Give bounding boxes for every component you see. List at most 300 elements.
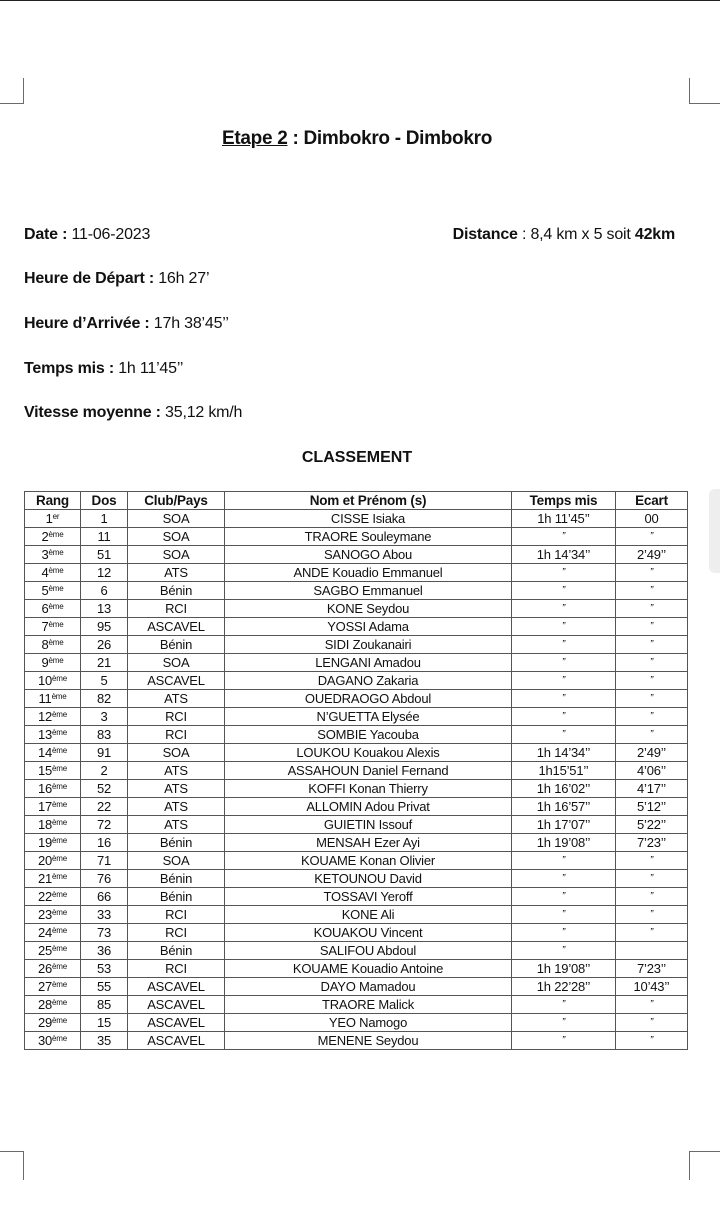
name-cell: DAYO Mamadou [225,978,512,996]
rank-suffix: ème [52,943,68,953]
name-cell: KONE Seydou [225,600,512,618]
time-cell: ” [512,708,616,726]
table-row [25,762,688,780]
club-cell: ATS [128,780,225,798]
bib-cell: 15 [81,1014,128,1032]
rank-number: 12 [37,708,53,724]
gap-cell: 4’06’’ [616,762,688,780]
name-cell: SAGBO Emmanuel [225,582,512,600]
scrollbar-thumb[interactable] [709,489,720,573]
time-cell: ” [512,1032,616,1050]
table-row [25,654,688,672]
arrival-line [24,315,229,333]
time-cell: ” [512,690,616,708]
time-cell: ” [512,618,616,636]
rank-cell [25,780,81,798]
name-cell: LENGANI Amadou [225,654,512,672]
bib-cell: 3 [81,708,128,726]
club-cell: Bénin [128,942,225,960]
header-gap: Ecart [616,492,688,510]
rank-suffix: ème [52,1015,68,1025]
bib-cell: 35 [81,1032,128,1050]
rank-number: 20 [37,852,53,868]
time-cell: 1h 14’34’’ [512,744,616,762]
header-bib: Dos [81,492,128,510]
arrival-value: 17h 38’45’’ [149,315,229,332]
rank-number: 7 [41,618,49,634]
rank-cell [25,942,81,960]
bib-cell: 66 [81,888,128,906]
rank-suffix: ème [48,619,64,629]
time-cell: 1h15’51’’ [512,762,616,780]
club-cell: Bénin [128,870,225,888]
club-cell: SOA [128,546,225,564]
gap-cell: 2’49’’ [616,546,688,564]
bib-cell: 36 [81,942,128,960]
club-cell: SOA [128,528,225,546]
name-cell: TRAORE Malick [225,996,512,1014]
rank-number: 22 [37,888,53,904]
bib-cell: 85 [81,996,128,1014]
gap-cell: 00 [616,510,688,528]
name-cell: KONE Ali [225,906,512,924]
table-row [25,960,688,978]
rank-number: 18 [37,816,53,832]
rank-suffix: ème [52,907,68,917]
bib-cell: 26 [81,636,128,654]
bib-cell: 73 [81,924,128,942]
bib-cell: 82 [81,690,128,708]
name-cell: LOUKOU Kouakou Alexis [225,744,512,762]
name-cell: ALLOMIN Adou Privat [225,798,512,816]
club-cell: ASCAVEL [128,978,225,996]
gap-cell: 4’17’’ [616,780,688,798]
table-row [25,798,688,816]
name-cell: CISSE Isiaka [225,510,512,528]
page-title [0,128,714,150]
rank-suffix: ème [52,853,68,863]
rank-number: 6 [41,600,49,616]
table-row [25,888,688,906]
rank-cell [25,654,81,672]
bib-cell: 11 [81,528,128,546]
time-cell: ” [512,564,616,582]
rank-suffix: ème [52,709,68,719]
rank-cell [25,618,81,636]
rank-number: 9 [41,654,49,670]
name-cell: SOMBIE Yacouba [225,726,512,744]
gap-cell: 5’12’’ [616,798,688,816]
rank-cell [25,762,81,780]
rank-suffix: ème [48,655,64,665]
rank-number: 26 [37,960,53,976]
bib-cell: 95 [81,618,128,636]
club-cell: RCI [128,708,225,726]
name-cell: MENENE Seydou [225,1032,512,1050]
rank-cell [25,924,81,942]
gap-cell: ” [616,726,688,744]
rank-number: 27 [37,978,53,994]
table-row [25,708,688,726]
name-cell: KOUAME Kouadio Antoine [225,960,512,978]
bib-cell: 33 [81,906,128,924]
table-header-row [25,492,688,510]
gap-cell [616,942,688,960]
table-row [25,942,688,960]
gap-cell: ” [616,996,688,1014]
time-cell: ” [512,1014,616,1032]
rank-number: 10 [37,672,53,688]
club-cell: ATS [128,762,225,780]
rank-number: 23 [37,906,53,922]
club-cell: ASCAVEL [128,672,225,690]
rank-number: 14 [37,744,53,760]
rank-cell [25,726,81,744]
rank-cell [25,708,81,726]
rank-number: 13 [37,726,53,742]
name-cell: OUEDRAOGO Abdoul [225,690,512,708]
rank-cell [25,510,81,528]
bib-cell: 13 [81,600,128,618]
name-cell: KOFFI Konan Thierry [225,780,512,798]
name-cell: ANDE Kouadio Emmanuel [225,564,512,582]
time-cell: ” [512,726,616,744]
gap-cell: ” [616,1032,688,1050]
rank-cell [25,1032,81,1050]
rank-suffix: ème [52,925,68,935]
elapsed-time-value: 1h 11’45’’ [113,360,184,377]
rank-suffix: ème [52,763,68,773]
ranking-table [24,491,688,1050]
rank-number: 5 [41,582,49,598]
gap-cell: ” [616,672,688,690]
rank-number: 4 [41,564,49,580]
time-cell: ” [512,582,616,600]
time-cell: 1h 16’57’’ [512,798,616,816]
time-cell: 1h 17’07’’ [512,816,616,834]
time-cell: ” [512,672,616,690]
club-cell: ATS [128,798,225,816]
club-cell: ATS [128,690,225,708]
distance-line [453,226,675,244]
rank-cell [25,672,81,690]
rank-suffix: ème [48,529,64,539]
rank-suffix: ème [52,979,68,989]
gap-cell: 10’43’’ [616,978,688,996]
table-row [25,924,688,942]
header-time: Temps mis [512,492,616,510]
table-row [25,672,688,690]
name-cell: DAGANO Zakaria [225,672,512,690]
bib-cell: 2 [81,762,128,780]
time-cell: ” [512,996,616,1014]
table-row [25,582,688,600]
rank-suffix: ème [51,691,67,701]
rank-number: 1 [45,510,53,526]
rank-number: 8 [41,636,49,652]
rank-cell [25,960,81,978]
rank-suffix: ème [52,889,68,899]
table-row [25,780,688,798]
table-row [25,600,688,618]
name-cell: SIDI Zoukanairi [225,636,512,654]
time-cell: ” [512,528,616,546]
name-cell: YEO Namogo [225,1014,512,1032]
rank-suffix: ème [52,745,68,755]
gap-cell: ” [616,1014,688,1032]
rank-cell [25,816,81,834]
club-cell: SOA [128,744,225,762]
rank-cell [25,906,81,924]
table-row [25,978,688,996]
gap-cell: ” [616,708,688,726]
rank-suffix: ème [52,997,68,1007]
time-cell: ” [512,942,616,960]
rank-number: 29 [37,1014,53,1030]
club-cell: RCI [128,600,225,618]
table-row [25,1014,688,1032]
gap-cell: ” [616,654,688,672]
table-row [25,636,688,654]
table-row [25,618,688,636]
bib-cell: 16 [81,834,128,852]
rank-suffix: ème [52,1033,68,1043]
distance-value: : 8,4 km x 5 soit [517,226,635,243]
elapsed-time-line [24,360,183,378]
rank-number: 25 [37,942,53,958]
average-speed-line [24,404,242,422]
average-speed-label: Vitesse moyenne : [24,404,161,421]
rank-number: 2 [41,528,49,544]
rank-suffix: ème [52,817,68,827]
gap-cell: 7’23’’ [616,960,688,978]
name-cell: MENSAH Ezer Ayi [225,834,512,852]
bib-cell: 52 [81,780,128,798]
crop-mark-bottom-right [689,1151,720,1180]
ranking-heading: CLASSEMENT [301,449,413,466]
table-row [25,852,688,870]
rank-number: 30 [37,1032,53,1048]
rank-cell [25,564,81,582]
rank-suffix: ème [52,835,68,845]
table-row [25,996,688,1014]
time-cell: ” [512,852,616,870]
club-cell: ASCAVEL [128,618,225,636]
club-cell: SOA [128,654,225,672]
rank-number: 11 [38,690,52,706]
bib-cell: 22 [81,798,128,816]
distance-total: 42km [634,226,675,243]
time-cell: 1h 14’34’’ [512,546,616,564]
table-row [25,870,688,888]
rank-cell [25,546,81,564]
rank-suffix: ème [52,961,68,971]
bib-cell: 1 [81,510,128,528]
time-cell: ” [512,888,616,906]
average-speed-value: 35,12 km/h [160,404,243,421]
rank-cell [25,528,81,546]
time-cell: ” [512,906,616,924]
table-row [25,510,688,528]
table-row [25,564,688,582]
name-cell: KOUAME Konan Olivier [225,852,512,870]
rank-cell [25,582,81,600]
name-cell: YOSSI Adama [225,618,512,636]
time-cell: 1h 22’28’’ [512,978,616,996]
bib-cell: 71 [81,852,128,870]
date-line [24,226,150,244]
club-cell: SOA [128,510,225,528]
time-cell: 1h 11’45’’ [512,510,616,528]
table-row [25,834,688,852]
elapsed-time-label: Temps mis : [24,360,114,377]
bib-cell: 83 [81,726,128,744]
name-cell: TOSSAVI Yeroff [225,888,512,906]
club-cell: Bénin [128,888,225,906]
name-cell: GUIETIN Issouf [225,816,512,834]
stage-label: Etape 2 [221,128,288,149]
time-cell: 1h 16’02’’ [512,780,616,798]
time-cell: 1h 19’08’’ [512,834,616,852]
crop-mark-top-left [0,78,24,104]
table-row [25,726,688,744]
viewer-top-edge [0,0,720,1]
table-row [25,690,688,708]
rank-cell [25,798,81,816]
departure-label: Heure de Départ : [24,270,154,287]
header-rank: Rang [25,492,81,510]
bib-cell: 51 [81,546,128,564]
rank-number: 16 [37,780,53,796]
rank-cell [25,744,81,762]
table-row [25,546,688,564]
rank-cell [25,1014,81,1032]
stage-route: : Dimbokro - Dimbokro [287,128,492,149]
rank-number: 3 [41,546,49,562]
rank-number: 21 [37,870,53,886]
gap-cell: ” [616,618,688,636]
table-row [25,1032,688,1050]
gap-cell: ” [616,906,688,924]
departure-value: 16h 27’ [153,270,210,287]
rank-suffix: er [52,511,60,521]
gap-cell: ” [616,690,688,708]
gap-cell: ” [616,870,688,888]
bib-cell: 6 [81,582,128,600]
gap-cell: ” [616,564,688,582]
header-name: Nom et Prénom (s) [225,492,512,510]
bib-cell: 5 [81,672,128,690]
time-cell: ” [512,870,616,888]
rank-suffix: ème [52,799,68,809]
rank-cell [25,834,81,852]
bib-cell: 12 [81,564,128,582]
rank-suffix: ème [52,727,68,737]
rank-suffix: ème [52,781,68,791]
bib-cell: 72 [81,816,128,834]
rank-cell [25,690,81,708]
rank-cell [25,852,81,870]
time-cell: 1h 19’08’’ [512,960,616,978]
date-value: 11-06-2023 [67,226,151,243]
gap-cell: 5’22’’ [616,816,688,834]
rank-suffix: ème [48,547,64,557]
rank-suffix: ème [52,871,68,881]
time-cell: ” [512,654,616,672]
name-cell: N’GUETTA Elysée [225,708,512,726]
gap-cell: 7’23’’ [616,834,688,852]
time-cell: ” [512,636,616,654]
club-cell: ASCAVEL [128,996,225,1014]
departure-line [24,270,209,288]
bib-cell: 53 [81,960,128,978]
rank-suffix: ème [48,601,64,611]
name-cell: ASSAHOUN Daniel Fernand [225,762,512,780]
crop-mark-bottom-left [0,1151,24,1180]
rank-cell [25,888,81,906]
club-cell: RCI [128,924,225,942]
rank-suffix: ème [48,583,64,593]
bib-cell: 21 [81,654,128,672]
date-label: Date : [24,226,68,243]
rank-number: 17 [37,798,53,814]
table-row [25,744,688,762]
name-cell: TRAORE Souleymane [225,528,512,546]
table-row [25,906,688,924]
name-cell: SANOGO Abou [225,546,512,564]
arrival-label: Heure d’Arrivée : [24,315,150,332]
club-cell: SOA [128,852,225,870]
rank-cell [25,600,81,618]
club-cell: ATS [128,564,225,582]
gap-cell: ” [616,582,688,600]
name-cell: SALIFOU Abdoul [225,942,512,960]
table-row [25,528,688,546]
bib-cell: 76 [81,870,128,888]
table-row [25,816,688,834]
club-cell: Bénin [128,636,225,654]
bib-cell: 55 [81,978,128,996]
gap-cell: ” [616,888,688,906]
rank-suffix: ème [52,673,68,683]
rank-cell [25,870,81,888]
rank-cell [25,978,81,996]
rank-number: 28 [37,996,53,1012]
rank-number: 15 [37,762,53,778]
rank-number: 19 [37,834,53,850]
rank-suffix: ème [48,565,64,575]
bib-cell: 91 [81,744,128,762]
club-cell: RCI [128,906,225,924]
rank-cell [25,996,81,1014]
name-cell: KETOUNOU David [225,870,512,888]
time-cell: ” [512,600,616,618]
distance-label: Distance [452,226,518,243]
gap-cell: ” [616,924,688,942]
gap-cell: ” [616,600,688,618]
club-cell: ATS [128,816,225,834]
club-cell: Bénin [128,582,225,600]
gap-cell: ” [616,528,688,546]
club-cell: ASCAVEL [128,1014,225,1032]
club-cell: ASCAVEL [128,1032,225,1050]
club-cell: RCI [128,960,225,978]
gap-cell: ” [616,636,688,654]
rank-number: 24 [37,924,53,940]
header-club: Club/Pays [128,492,225,510]
rank-cell [25,636,81,654]
club-cell: Bénin [128,834,225,852]
